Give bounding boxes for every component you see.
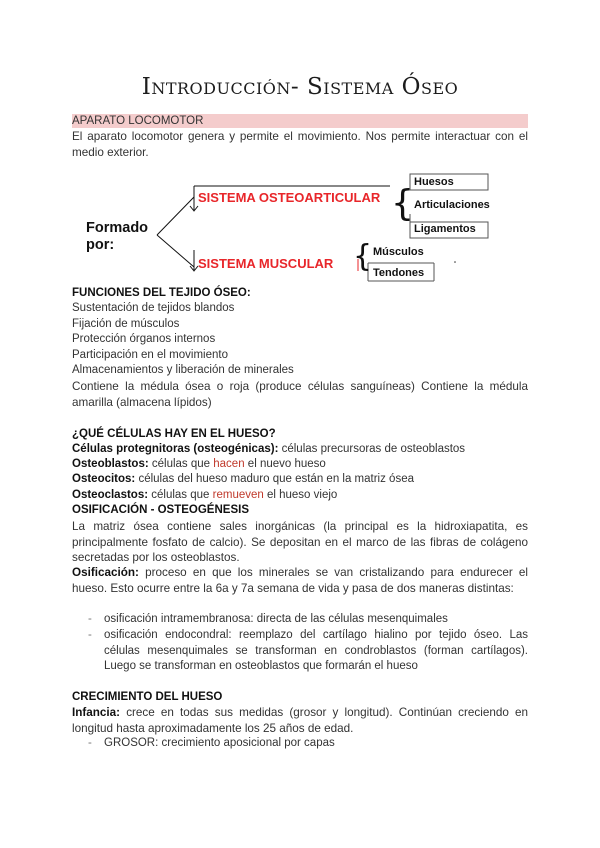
osificacion-heading: OSIFICACIÓN - OSTEOGÉNESIS [72,504,249,516]
desc: células del hueso maduro que están en la matriz ósea [135,473,414,485]
brace-muscular-icon: { [353,239,373,274]
desc: el hueso viejo [263,489,338,501]
item-huesos: Huesos [414,176,454,188]
funcion-item: Participación en el movimiento [72,349,228,361]
section-header-aparato-locomotor [72,114,528,128]
item-tendones: Tendones [373,267,425,279]
funcion-item: Protección órganos internos [72,333,216,345]
sistema-osteoarticular: SISTEMA OSTEOARTICULAR [198,190,381,205]
item-articulaciones: Articulaciones [414,199,490,211]
term: Osteocitos: [72,473,136,485]
desc: células que [148,489,213,501]
celulas-heading: ¿QUÉ CÉLULAS HAY EN EL HUESO? [72,428,276,440]
term: Infancia: [72,706,121,719]
section-label: APARATO LOCOMOTOR [72,115,204,127]
term: Osificación: [72,566,139,579]
desc: células precursoras de osteoblastos [278,443,466,455]
medula-paragraph: Contiene la médula ósea o roja (produce células sanguíneas) Contiene la médula amarilla (almacena lípidos) [72,380,528,409]
term: Células protegnitoras (osteogénicas): [72,443,279,455]
osificacion-definition [72,565,528,596]
por-label: por: [86,237,115,253]
branch-line-upper [157,197,194,235]
locomotor-diagram [72,170,542,290]
desc: el nuevo hueso [244,458,326,470]
highlight: remueven [212,489,264,501]
highlight: hacen [213,458,245,470]
page-title: Introducción- Sistema Óseo [141,74,459,100]
sistema-muscular: SISTEMA MUSCULAR [198,256,334,271]
item-ligamentos: Ligamentos [414,223,476,235]
brace-osteo-icon: { [391,183,414,224]
celula-osteoblastos [72,457,326,473]
term: Osteoblastos: [72,458,149,470]
formado-label: Formado [86,220,149,236]
intro-paragraph: El aparato locomotor genera y permite el movimiento. Nos permite interactuar con el medio exterior. [72,130,528,159]
desc: proceso en que los minerales se van cristalizando para endurecer el hueso. Esto ocurre entre la 6a y 7a semana de vida y pasa de dos maneras distintas: [72,566,528,595]
celula-osteocitos [72,472,414,488]
branch-line-lower [157,235,194,267]
osificacion-bullet: - osificación endocondral: reemplazo del cartílago hialino por tejido óseo. Las células mesenquimales se transforman en condroblastos (forman cartílagos). Luego se transforman en osteoblastos que formarán el hueso [92,628,528,675]
funcion-item: Sustentación de tejidos blandos [72,302,235,314]
celula-osteoclastos [72,488,337,504]
desc: células que [148,458,214,470]
term: Osteoclastos: [72,489,149,501]
stray-dot [454,261,456,263]
infancia-paragraph [72,705,528,736]
matriz-paragraph: La matriz ósea contiene sales inorgánicas (la principal es la hidroxiapatita, es principalmente fosfato de calcio). Se depositan en el marco de las fibras de colágeno secretadas por los osteoblastos. [72,520,528,565]
desc: crece en todas sus medidas (grosor y longitud). Continúan creciendo en longitud hasta aproximadamente los 25 años de edad. [72,706,528,735]
celula-progenitoras [72,442,465,458]
funcion-item: Almacenamientos y liberación de minerales [72,364,294,376]
funcion-item: Fijación de músculos [72,318,180,330]
funciones-heading: FUNCIONES DEL TEJIDO ÓSEO: [72,287,251,299]
crecimiento-bullet: - GROSOR: crecimiento aposicional por capas [92,736,528,752]
item-musculos: Músculos [373,246,424,258]
osificacion-bullet: - osificación intramembranosa: directa de las células mesenquimales [92,612,528,628]
crecimiento-heading: CRECIMIENTO DEL HUESO [72,691,223,703]
